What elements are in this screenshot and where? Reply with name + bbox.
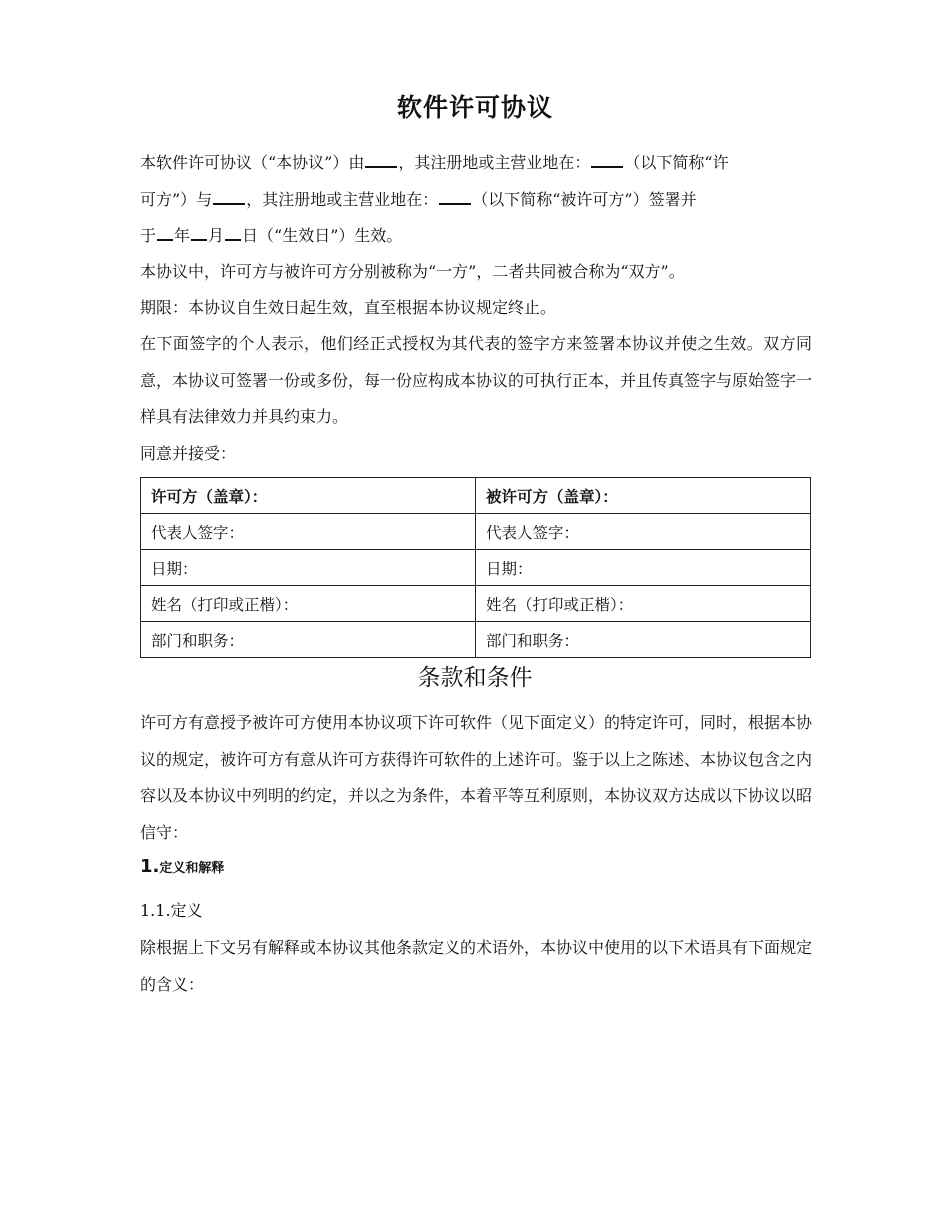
intro-text: （以下简称“许 bbox=[624, 153, 729, 172]
intro-text: 月 bbox=[208, 226, 225, 245]
terms-heading: 条款和条件 bbox=[417, 665, 533, 691]
licensee-address-blank bbox=[439, 185, 471, 205]
section-1-heading bbox=[140, 856, 224, 877]
intro-text: 日（“生效日”）生效。 bbox=[242, 226, 403, 245]
intro-text: 于 bbox=[140, 226, 157, 245]
agree-label: 同意并接受： bbox=[140, 444, 237, 463]
intro-text: 本软件许可协议（“本协议”）由 bbox=[140, 153, 365, 172]
intro-text: 可方”）与 bbox=[140, 189, 213, 209]
year-blank bbox=[157, 221, 173, 241]
section-1-1-heading: 1.1.定义 bbox=[140, 901, 203, 920]
licensor-signature-cell: 代表人签字： bbox=[141, 514, 476, 550]
signing-paragraph: 在下面签字的个人表示，他们经正式授权为其代表的签字方来签署本协议并使之生效。双方同意，本协议可签署一份或多份，每一份应构成本协议的可执行正本，并且传真签字与原始签字一样具有法律效力并具约束力。 bbox=[140, 334, 813, 426]
intro-text: ，其注册地或主营业地在： bbox=[246, 189, 439, 209]
licensee-signature-cell: 代表人签字： bbox=[476, 514, 811, 550]
licensee-seal-cell: 被许可方（盖章）： bbox=[476, 478, 811, 514]
licensor-date-cell: 日期： bbox=[141, 550, 476, 586]
term-paragraph: 期限：本协议自生效日起生效，直至根据本协议规定终止。 bbox=[140, 298, 557, 317]
licensee-title-cell: 部门和职务： bbox=[476, 622, 811, 658]
licensor-title-cell: 部门和职务： bbox=[141, 622, 476, 658]
intro-paragraph bbox=[140, 145, 812, 255]
licensee-name-blank bbox=[213, 185, 245, 205]
definition-paragraph: 除根据上下文另有解释或本协议其他条款定义的术语外，本协议中使用的以下术语具有下面规定的含义： bbox=[140, 938, 813, 994]
licensee-date-cell: 日期： bbox=[476, 550, 811, 586]
intro-text: ，其注册地或主营业地在： bbox=[398, 153, 591, 172]
document-title: 软件许可协议 bbox=[396, 93, 553, 122]
table-row bbox=[141, 478, 811, 514]
terms-intro-paragraph: 许可方有意授予被许可方使用本协议项下许可软件（见下面定义）的特定许可，同时，根据本协议的规定，被许可方有意从许可方获得许可软件的上述许可。鉴于以上之陈述、本协议包含之内容以及本协议中列明的约定，并以之为条件，本着平等互利原则，本协议双方达成以下协议以昭信守： bbox=[140, 713, 813, 842]
day-blank bbox=[225, 221, 241, 241]
licensor-name-cell: 姓名（打印或正楷）： bbox=[141, 586, 476, 622]
licensor-seal-cell: 许可方（盖章）： bbox=[141, 478, 476, 514]
table-row bbox=[141, 550, 811, 586]
month-blank bbox=[191, 221, 207, 241]
table-row bbox=[141, 514, 811, 550]
licensor-name-blank bbox=[365, 148, 397, 168]
intro-text: 年 bbox=[174, 226, 191, 245]
party-definition-paragraph: 本协议中，许可方与被许可方分别被称为“一方”，二者共同被合称为“双方”。 bbox=[140, 262, 685, 281]
licensor-address-blank bbox=[591, 148, 623, 168]
section-number: 1. bbox=[140, 856, 160, 877]
table-row bbox=[141, 622, 811, 658]
table-row bbox=[141, 586, 811, 622]
licensee-name-cell: 姓名（打印或正楷）： bbox=[476, 586, 811, 622]
intro-text: （以下简称“被许可方”）签署并 bbox=[472, 189, 697, 209]
section-label: 定义和解释 bbox=[159, 861, 225, 876]
signature-table bbox=[140, 477, 811, 658]
